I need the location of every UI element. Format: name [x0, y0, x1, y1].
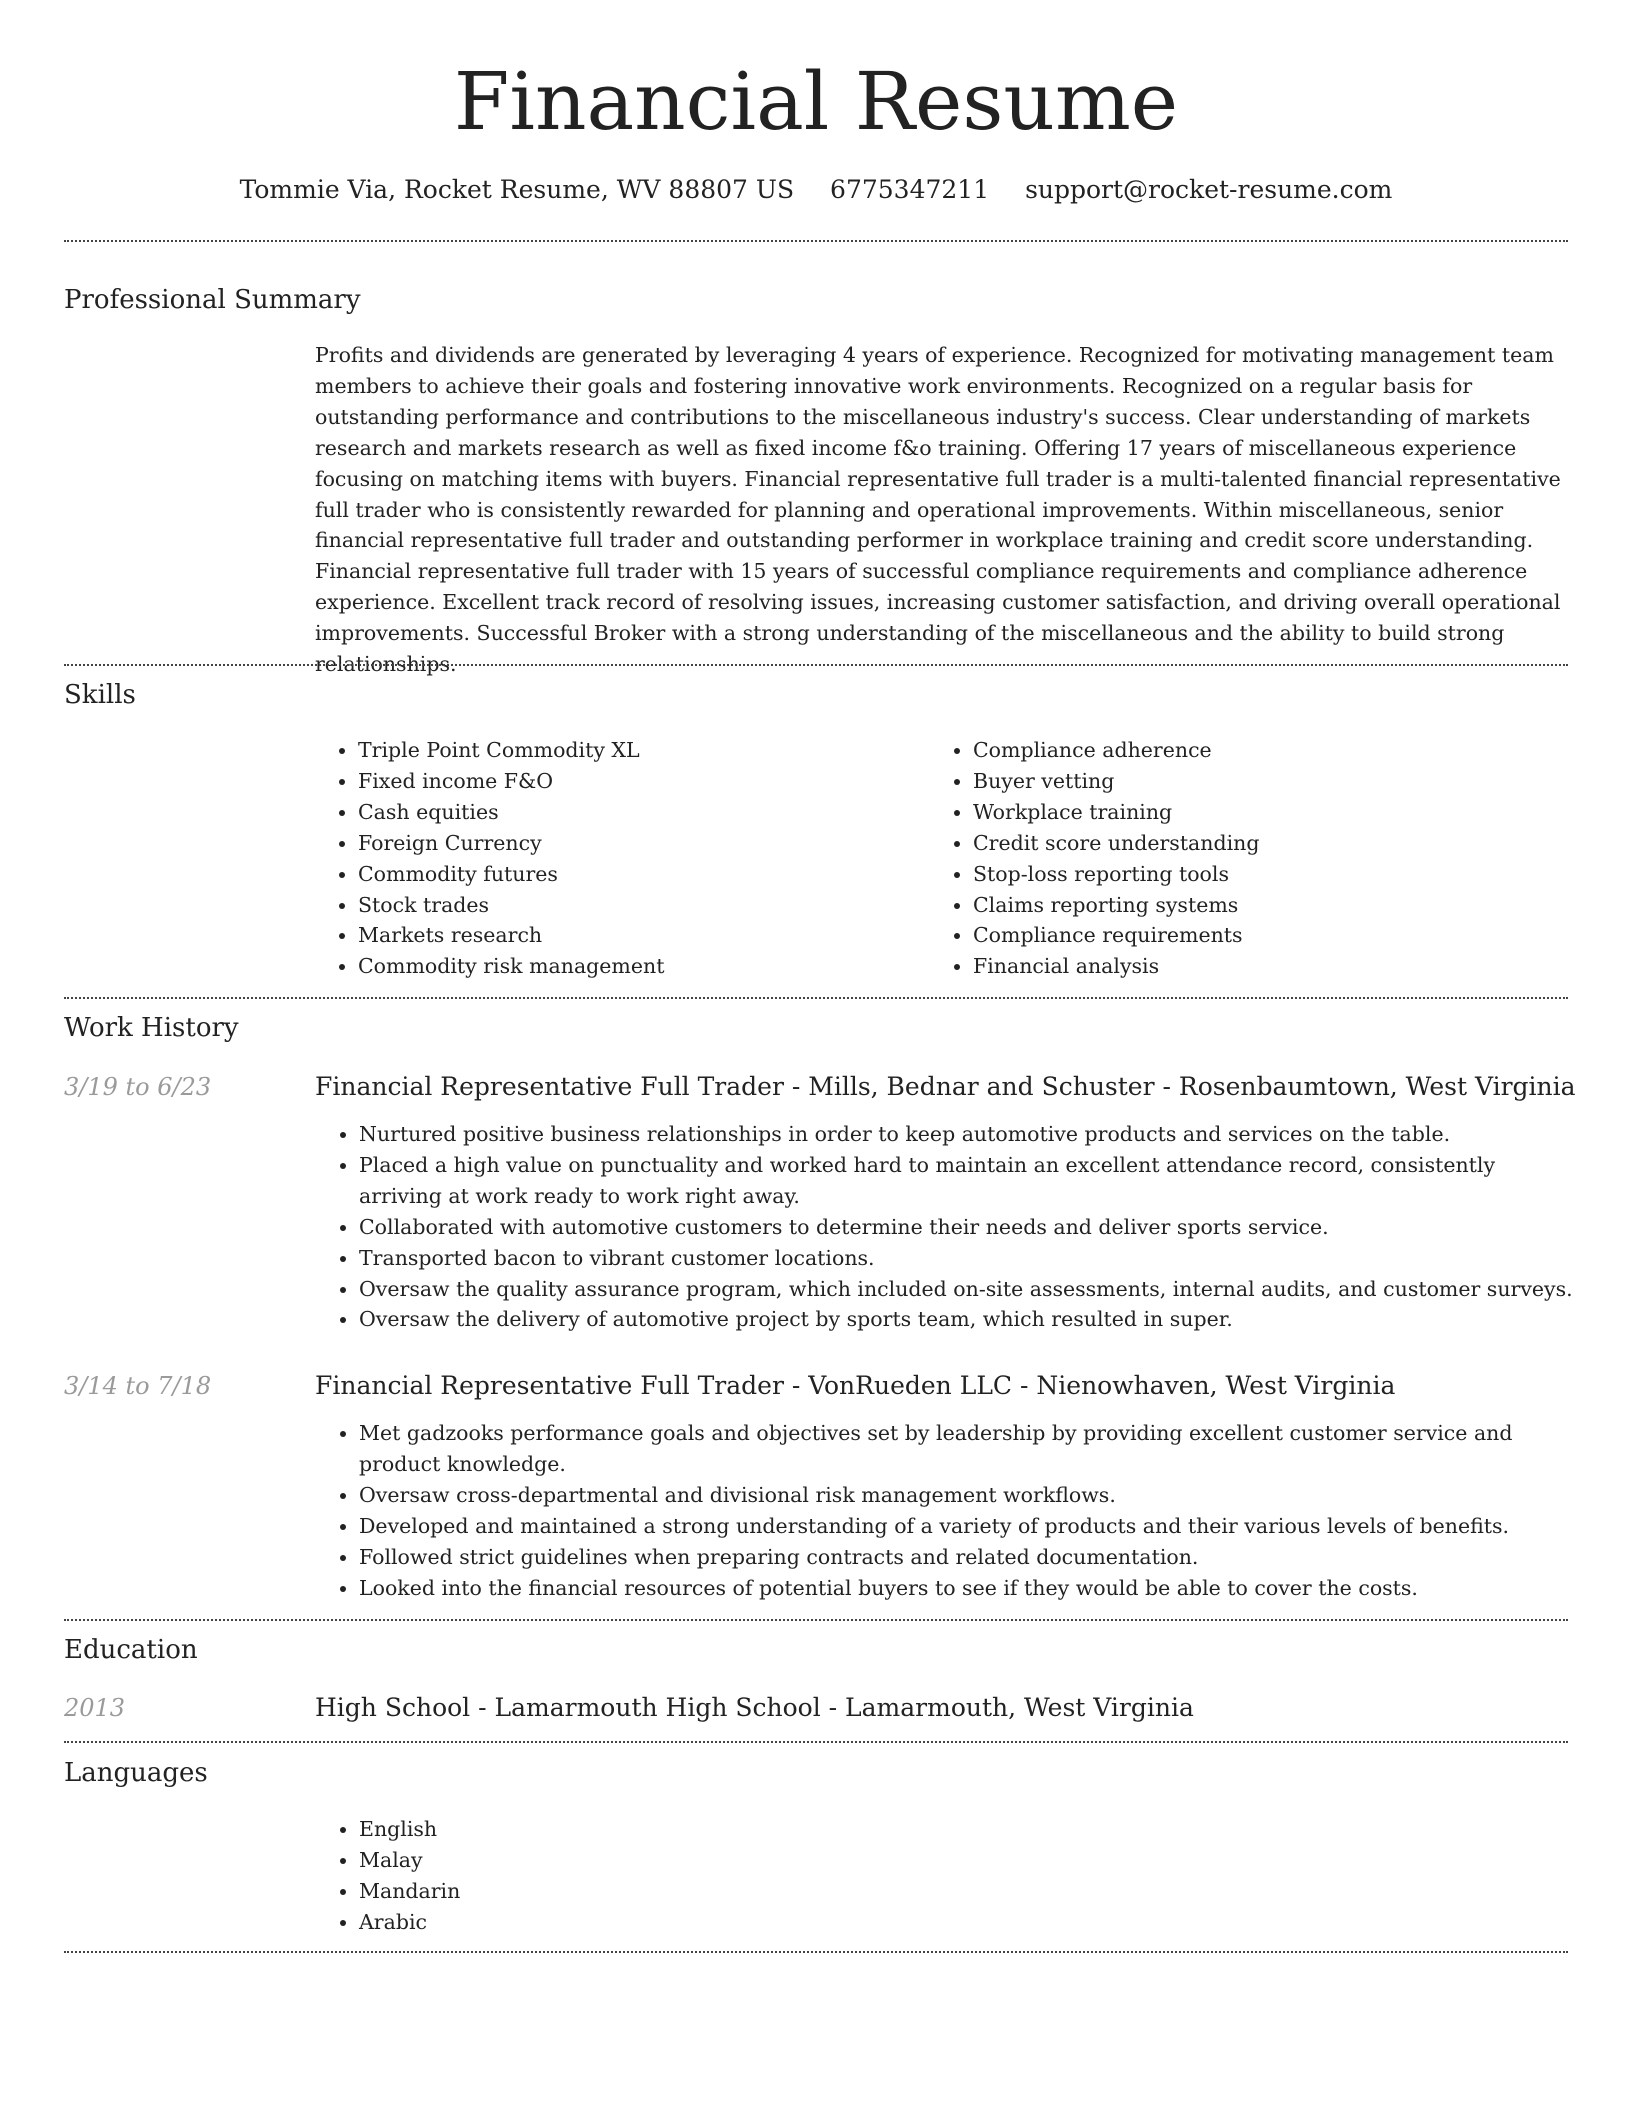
summary-heading: Professional Summary — [64, 285, 361, 315]
divider — [64, 1741, 1568, 1743]
job-duty-item: • Oversaw the delivery of automotive project by sports team, which resulted in super. — [359, 1304, 1575, 1335]
contact-line — [0, 170, 1632, 210]
job-duty-item: • Collaborated with automotive customers to determine their needs and deliver sports service. — [359, 1212, 1575, 1243]
education-year: 2013 — [64, 1694, 126, 1722]
skill-item: • Cash equities — [358, 797, 894, 828]
skill-item: • Claims reporting systems — [973, 890, 1509, 921]
summary-text: Profits and dividends are generated by leveraging 4 years of experience. Recognized for motivating management team members to achieve their goals and fostering innovative work environments. Recognized on a regular basis for outstanding performance and contributions to the miscellaneous industry's success. Clear understanding of markets research and markets research as well as fixed income f&o training. Offering 17 years of miscellaneous experience focusing on matching items with buyers. Financial representative full trader is a multi-talented financial representative full trader who is consistently rewarded for planning and operational improvements. Within miscellaneous, senior financial representative full trader and outstanding performer in workplace training and credit score understanding. Financial representative full trader with 15 years of successful compliance requirements and compliance adherence experience. Excellent track record of resolving issues, increasing customer satisfaction, and driving overall operational improvements. Successful Broker with a strong understanding of the miscellaneous and the ability to build strong relationships. — [315, 343, 1561, 677]
contact-email: support@rocket-resume.com — [1025, 175, 1393, 204]
job-duty-item: • Developed and maintained a strong understanding of a variety of products and their various levels of benefits. — [359, 1511, 1575, 1542]
contact-phone: 6775347211 — [830, 175, 990, 204]
skill-item: • Foreign Currency — [358, 828, 894, 859]
divider — [64, 1951, 1568, 1953]
language-item: • English — [359, 1814, 915, 1845]
job-duties — [315, 1119, 1575, 1335]
divider — [64, 1619, 1568, 1621]
skill-item: • Commodity futures — [358, 859, 894, 890]
job-duty-item: • Oversaw the quality assurance program, which included on-site assessments, internal audits, and customer surveys. — [359, 1274, 1575, 1305]
divider — [64, 664, 1568, 666]
divider — [64, 997, 1568, 999]
job-duty-item: • Looked into the financial resources of potential buyers to see if they would be able to cover the costs. — [359, 1573, 1575, 1604]
work-heading: Work History — [64, 1013, 239, 1043]
contact-address: Tommie Via, Rocket Resume, WV 88807 US — [239, 175, 795, 204]
skill-item: • Fixed income F&O — [358, 766, 894, 797]
skills-heading: Skills — [64, 680, 136, 710]
job-dates: 3/19 to 6/23 — [64, 1073, 212, 1101]
skills-column-left — [314, 735, 894, 982]
job-duty-item: • Transported bacon to vibrant customer locations. — [359, 1243, 1575, 1274]
job-duty-item: • Placed a high value on punctuality and worked hard to maintain an excellent attendance record, consistently arriving at work ready to work right away. — [359, 1150, 1575, 1212]
skill-item: • Stock trades — [358, 890, 894, 921]
skill-item: • Markets research — [358, 920, 894, 951]
languages-heading: Languages — [64, 1758, 208, 1788]
skill-item: • Triple Point Commodity XL — [358, 735, 894, 766]
skill-item: • Credit score understanding — [973, 828, 1509, 859]
skill-item: • Financial analysis — [973, 951, 1509, 982]
job-duties — [315, 1418, 1575, 1603]
skills-column-right — [929, 735, 1509, 982]
languages-list — [315, 1814, 915, 1938]
job-title: Financial Representative Full Trader - Mills, Bednar and Schuster - Rosenbaumtown, West Virginia — [315, 1072, 1576, 1101]
job-duty-item: • Nurtured positive business relationships in order to keep automotive products and services on the table. — [359, 1119, 1575, 1150]
language-item: • Malay — [359, 1845, 915, 1876]
skill-item: • Compliance adherence — [973, 735, 1509, 766]
divider — [64, 240, 1568, 242]
skill-item: • Buyer vetting — [973, 766, 1509, 797]
resume-title: Financial Resume — [453, 55, 1179, 148]
language-item: • Arabic — [359, 1907, 915, 1938]
job-duty-item: • Followed strict guidelines when preparing contracts and related documentation. — [359, 1542, 1575, 1573]
job-title: Financial Representative Full Trader - VonRueden LLC - Nienowhaven, West Virginia — [315, 1371, 1396, 1400]
skill-item: • Commodity risk management — [358, 951, 894, 982]
job-duty-item: • Met gadzooks performance goals and objectives set by leadership by providing excellent customer service and product knowledge. — [359, 1418, 1575, 1480]
language-item: • Mandarin — [359, 1876, 915, 1907]
skill-item: • Compliance requirements — [973, 920, 1509, 951]
job-duty-item: • Oversaw cross-departmental and divisional risk management workflows. — [359, 1480, 1575, 1511]
education-title: High School - Lamarmouth High School - Lamarmouth, West Virginia — [315, 1693, 1194, 1722]
education-heading: Education — [64, 1635, 198, 1665]
job-dates: 3/14 to 7/18 — [64, 1372, 212, 1400]
skill-item: • Workplace training — [973, 797, 1509, 828]
skill-item: • Stop-loss reporting tools — [973, 859, 1509, 890]
